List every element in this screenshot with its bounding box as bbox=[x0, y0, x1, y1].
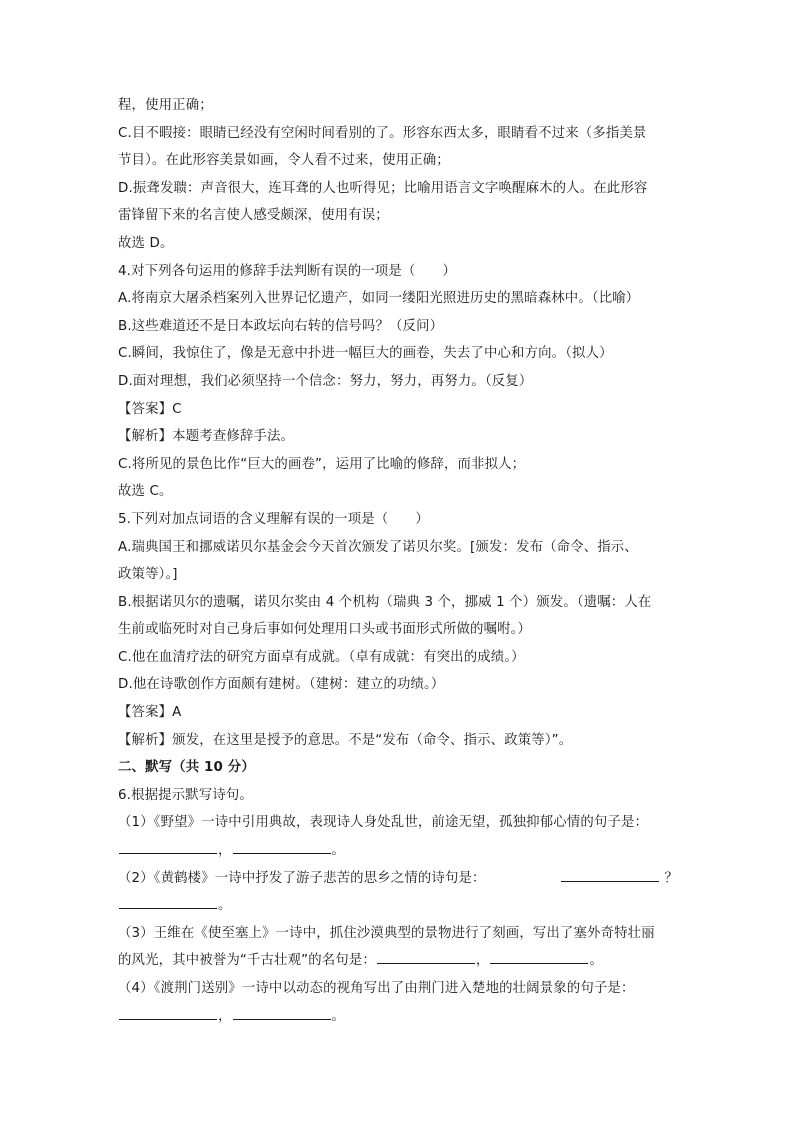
analysis-label: 【解析】本题考查修辞手法。 bbox=[118, 429, 295, 445]
answer-label: 【答案】C bbox=[118, 401, 182, 417]
answer-blanks bbox=[118, 1003, 678, 1031]
option-c: C.他在血清疗法的研究方面卓有成就。（卓有成就：有突出的成绩。） bbox=[118, 649, 525, 665]
answer-blank[interactable] bbox=[119, 1004, 217, 1020]
text-line: C.目不暇接：眼睛已经没有空闲时间看别的了。形容东西太多，眼睛看不过来（多指美景 bbox=[118, 125, 647, 141]
text-line: 政策等）。] bbox=[118, 567, 178, 583]
punctuation: ， bbox=[475, 953, 490, 969]
text-line: 雷锋留下来的名言使人感受颇深，使用有误； bbox=[118, 208, 389, 224]
option-c: C.瞬间，我惊住了，像是无意中扑进一幅巨大的画卷，失去了中心和方向。（拟人） bbox=[118, 346, 613, 362]
text-line: 程，使用正确； bbox=[118, 98, 213, 113]
text-line: D.振聋发聩：声音很大，连耳聋的人也听得见；比喻用语言文字唤醒麻木的人。在此形容 bbox=[118, 180, 648, 196]
analysis-label: 【解析】颁发，在这里是授予的意思。不是“发布（命令、指示、政策等）”。 bbox=[118, 732, 573, 748]
text-line: C.将所见的景色比作“巨大的画卷”，运用了比喻的修辞，而非拟人； bbox=[118, 456, 526, 472]
text-line: 节目）。在此形容美景如画，令人看不过来，使用正确； bbox=[118, 153, 450, 169]
punctuation: ？ bbox=[664, 870, 678, 886]
answer-blank[interactable] bbox=[233, 1004, 331, 1020]
punctuation: 。 bbox=[331, 1008, 346, 1024]
punctuation: ， bbox=[218, 843, 232, 859]
option-b: B.根据诺贝尔的遗嘱，诺贝尔奖由 4 个机构（瑞典 3 个，挪威 1 个）颁发。（遗嘱：人在 bbox=[118, 594, 652, 610]
subquestion-1: （1）《野望》一诗中引用典故，表现诗人身处乱世，前途无望，孤独抑郁心情的句子是： bbox=[118, 815, 649, 831]
punctuation: 。 bbox=[331, 843, 346, 859]
subquestion-3: （3）王维在《使至塞上》一诗中，抓住沙漠典型的景物进行了刻画，写出了塞外奇特壮丽 bbox=[118, 925, 655, 941]
answer-blank[interactable] bbox=[119, 838, 217, 854]
section-heading: 二、默写（共 10 分） bbox=[118, 760, 255, 776]
question-5: 5.下列对加点词语的含义理解有误的一项是（ ） bbox=[118, 511, 429, 527]
answer-blank[interactable] bbox=[490, 948, 588, 964]
answer-blank[interactable] bbox=[561, 866, 659, 882]
answer-blanks bbox=[118, 837, 678, 865]
option-d: D.他在诗歌创作方面颇有建树。（建树：建立的功绩。） bbox=[118, 677, 445, 693]
question-6: 6.根据提示默写诗句。 bbox=[118, 787, 253, 803]
answer-blanks bbox=[118, 892, 678, 920]
text-line: 故选 C。 bbox=[118, 484, 173, 500]
subquestion-3-text: 的风光，其中被誉为“千古壮观”的名句是： bbox=[118, 953, 376, 969]
punctuation: 。 bbox=[589, 953, 603, 969]
option-b: B.这些难道还不是日本政坛向右转的信号吗？（反问） bbox=[118, 318, 444, 334]
answer-blank[interactable] bbox=[233, 838, 331, 854]
option-a: A.瑞典国王和挪威诺贝尔基金会今天首次颁发了诺贝尔奖。[颁发：发布（命令、指示、 bbox=[118, 539, 638, 555]
answer-label: 【答案】A bbox=[118, 705, 182, 721]
punctuation: ， bbox=[218, 1008, 232, 1024]
question-4: 4.对下列各句运用的修辞手法判断有误的一项是（ ） bbox=[118, 263, 457, 279]
subquestion-4: （4）《渡荆门送别》一诗中以动态的视角写出了由荆门进入楚地的壮阔景象的句子是： bbox=[118, 981, 635, 996]
option-a: A.将南京大屠杀档案列入世界记忆遗产，如同一缕阳光照进历史的黑暗森林中。（比喻） bbox=[118, 291, 640, 307]
document-page bbox=[118, 92, 678, 1030]
subquestion-2-text: （2）《黄鹤楼》一诗中抒发了游子悲苦的思乡之情的诗句是： bbox=[118, 870, 486, 886]
answer-row bbox=[560, 865, 678, 893]
text-line: 故选 D。 bbox=[118, 235, 174, 251]
answer-blank[interactable] bbox=[377, 948, 475, 964]
punctuation: 。 bbox=[218, 898, 232, 914]
subquestion-2 bbox=[118, 865, 678, 893]
option-d: D.面对理想，我们必须坚持一个信念：努力，努力，再努力。（反复） bbox=[118, 373, 533, 389]
answer-blank[interactable] bbox=[119, 893, 217, 909]
subquestion-3-cont bbox=[118, 947, 678, 975]
text-line: 生前或临死时对自己身后事如何处理用口头或书面形式所做的嘱咐。） bbox=[118, 622, 532, 638]
